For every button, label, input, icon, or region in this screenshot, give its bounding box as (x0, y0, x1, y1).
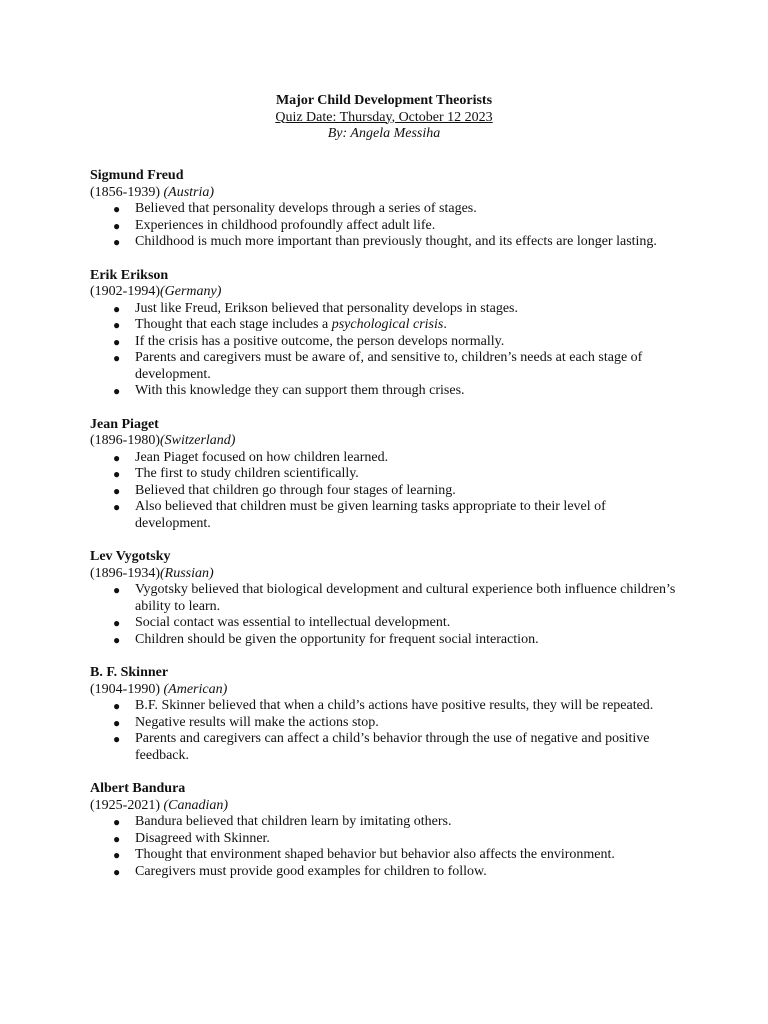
author-line: By: Angela Messiha (327, 126, 441, 141)
theorist-dates (90, 433, 680, 450)
theorist-name: B. F. Skinner (90, 665, 169, 680)
theorist-section-skinner (90, 665, 680, 764)
list-item: ● Believed that personality develops through a series of stages. (113, 201, 477, 216)
theorist-name: Lev Vygotsky (90, 549, 171, 564)
bullet-icon: ● (113, 815, 121, 829)
list-item: ● Childhood is much more important than previously thought, and its effects are longer lasting. (113, 234, 657, 249)
list-item: ● Caregivers must provide good examples for children to follow. (113, 863, 487, 879)
bullet-icon: ● (113, 500, 121, 514)
theorist-points (90, 814, 680, 880)
bullet-icon: ● (113, 218, 121, 233)
theorist-name: Albert Bandura (90, 781, 186, 796)
theorist-years: (1925-2021) (90, 797, 164, 813)
bullet-icon: ● (113, 483, 121, 498)
document-body (90, 168, 680, 897)
list-item: ● Parents and caregivers can affect a child’s behavior through the use of negative and positive feedback. (113, 731, 650, 763)
bullet-icon: ● (113, 450, 121, 465)
theorist-years: (1902-1994) (90, 284, 160, 299)
theorist-dates (90, 284, 680, 301)
list-item: ● Experiences in childhood profoundly affect adult life. (113, 217, 436, 233)
theorist-years: (1856-1939) (90, 184, 164, 200)
quiz-date: Quiz Date: Thursday, October 12 2023 (275, 109, 493, 125)
bullet-icon: ● (113, 864, 121, 879)
theorist-points (90, 450, 680, 533)
bullet-icon: ● (113, 715, 121, 730)
list-item: ● Also believed that children must be given learning tasks appropriate to their level of development. (113, 499, 606, 531)
theorist-years: (1896-1934) (90, 565, 160, 581)
theorist-points (90, 201, 680, 251)
document-header (0, 93, 768, 143)
list-item: ● Bandura believed that children learn by imitating others. (113, 814, 452, 829)
bullet-icon: ● (113, 699, 121, 713)
theorist-section-vygotsky (90, 549, 680, 648)
bullet-icon: ● (113, 583, 121, 597)
bullet-icon: ● (113, 334, 121, 349)
list-item: ● Thought that environment shaped behavior but behavior also affects the environment. (113, 847, 615, 862)
bullet-icon: ● (113, 848, 121, 862)
document-title: Major Child Development Theorists (275, 93, 493, 108)
theorist-country: (Switzerland) (160, 433, 236, 448)
theorist-name: Erik Erikson (90, 267, 169, 283)
list-item: ● Vygotsky believed that biological development and cultural experience both influence children’s ability to learn. (113, 582, 676, 614)
bullet-icon: ● (113, 831, 121, 846)
theorist-dates (90, 566, 680, 583)
list-item: ● If the crisis has a positive outcome, the person develops normally. (113, 333, 505, 349)
theorist-section-erikson (90, 268, 680, 400)
theorist-dates (90, 798, 680, 815)
theorist-country: (Canadian) (163, 797, 229, 813)
list-item: ● With this knowledge they can support them through crises. (113, 383, 465, 398)
bullet-icon: ● (113, 632, 121, 647)
theorist-points (90, 582, 680, 648)
theorist-years: (1904-1990) (90, 681, 164, 697)
bullet-icon: ● (113, 318, 121, 332)
list-item: ● Children should be given the opportunity for frequent social interaction. (113, 631, 539, 647)
theorist-country: (Germany) (160, 284, 222, 299)
theorist-section-bandura (90, 781, 680, 880)
theorist-country: (American) (163, 681, 228, 697)
list-item: ● Thought that each stage includes a psychological crisis. (113, 317, 447, 332)
list-item: ● B.F. Skinner believed that when a child’s actions have positive results, they will be repeated. (113, 698, 654, 713)
theorist-dates (90, 185, 680, 202)
bullet-icon: ● (113, 616, 121, 630)
bullet-icon: ● (113, 202, 121, 216)
bullet-icon: ● (113, 384, 121, 398)
theorist-country: (Austria) (163, 184, 215, 200)
bullet-icon: ● (113, 467, 121, 481)
theorist-points (90, 698, 680, 764)
list-item: ● Parents and caregivers must be aware of, and sensitive to, children’s needs at each stage of development. (113, 350, 643, 382)
bullet-icon: ● (113, 732, 121, 746)
theorist-name: Sigmund Freud (90, 168, 184, 183)
bullet-icon: ● (113, 235, 121, 249)
theorist-name: Jean Piaget (90, 416, 159, 432)
list-item: ● Disagreed with Skinner. (113, 830, 270, 846)
theorist-section-freud (90, 168, 680, 251)
theorist-dates (90, 682, 680, 699)
list-item: ● Negative results will make the actions stop. (113, 714, 379, 730)
list-item: ● The first to study children scientifically. (113, 466, 359, 481)
theorist-years: (1896-1980) (90, 433, 160, 448)
bullet-icon: ● (113, 351, 121, 365)
list-item: ● Believed that children go through four stages of learning. (113, 482, 456, 498)
emphasis-text: psychological crisis (331, 317, 444, 332)
theorist-points (90, 301, 680, 400)
list-item: ● Just like Freud, Erikson believed that personality develops in stages. (113, 300, 518, 316)
bullet-icon: ● (113, 301, 121, 316)
list-item: ● Jean Piaget focused on how children learned. (113, 449, 389, 465)
theorist-section-piaget (90, 417, 680, 533)
list-item: ● Social contact was essential to intellectual development. (113, 615, 451, 630)
theorist-country: (Russian) (160, 565, 214, 581)
